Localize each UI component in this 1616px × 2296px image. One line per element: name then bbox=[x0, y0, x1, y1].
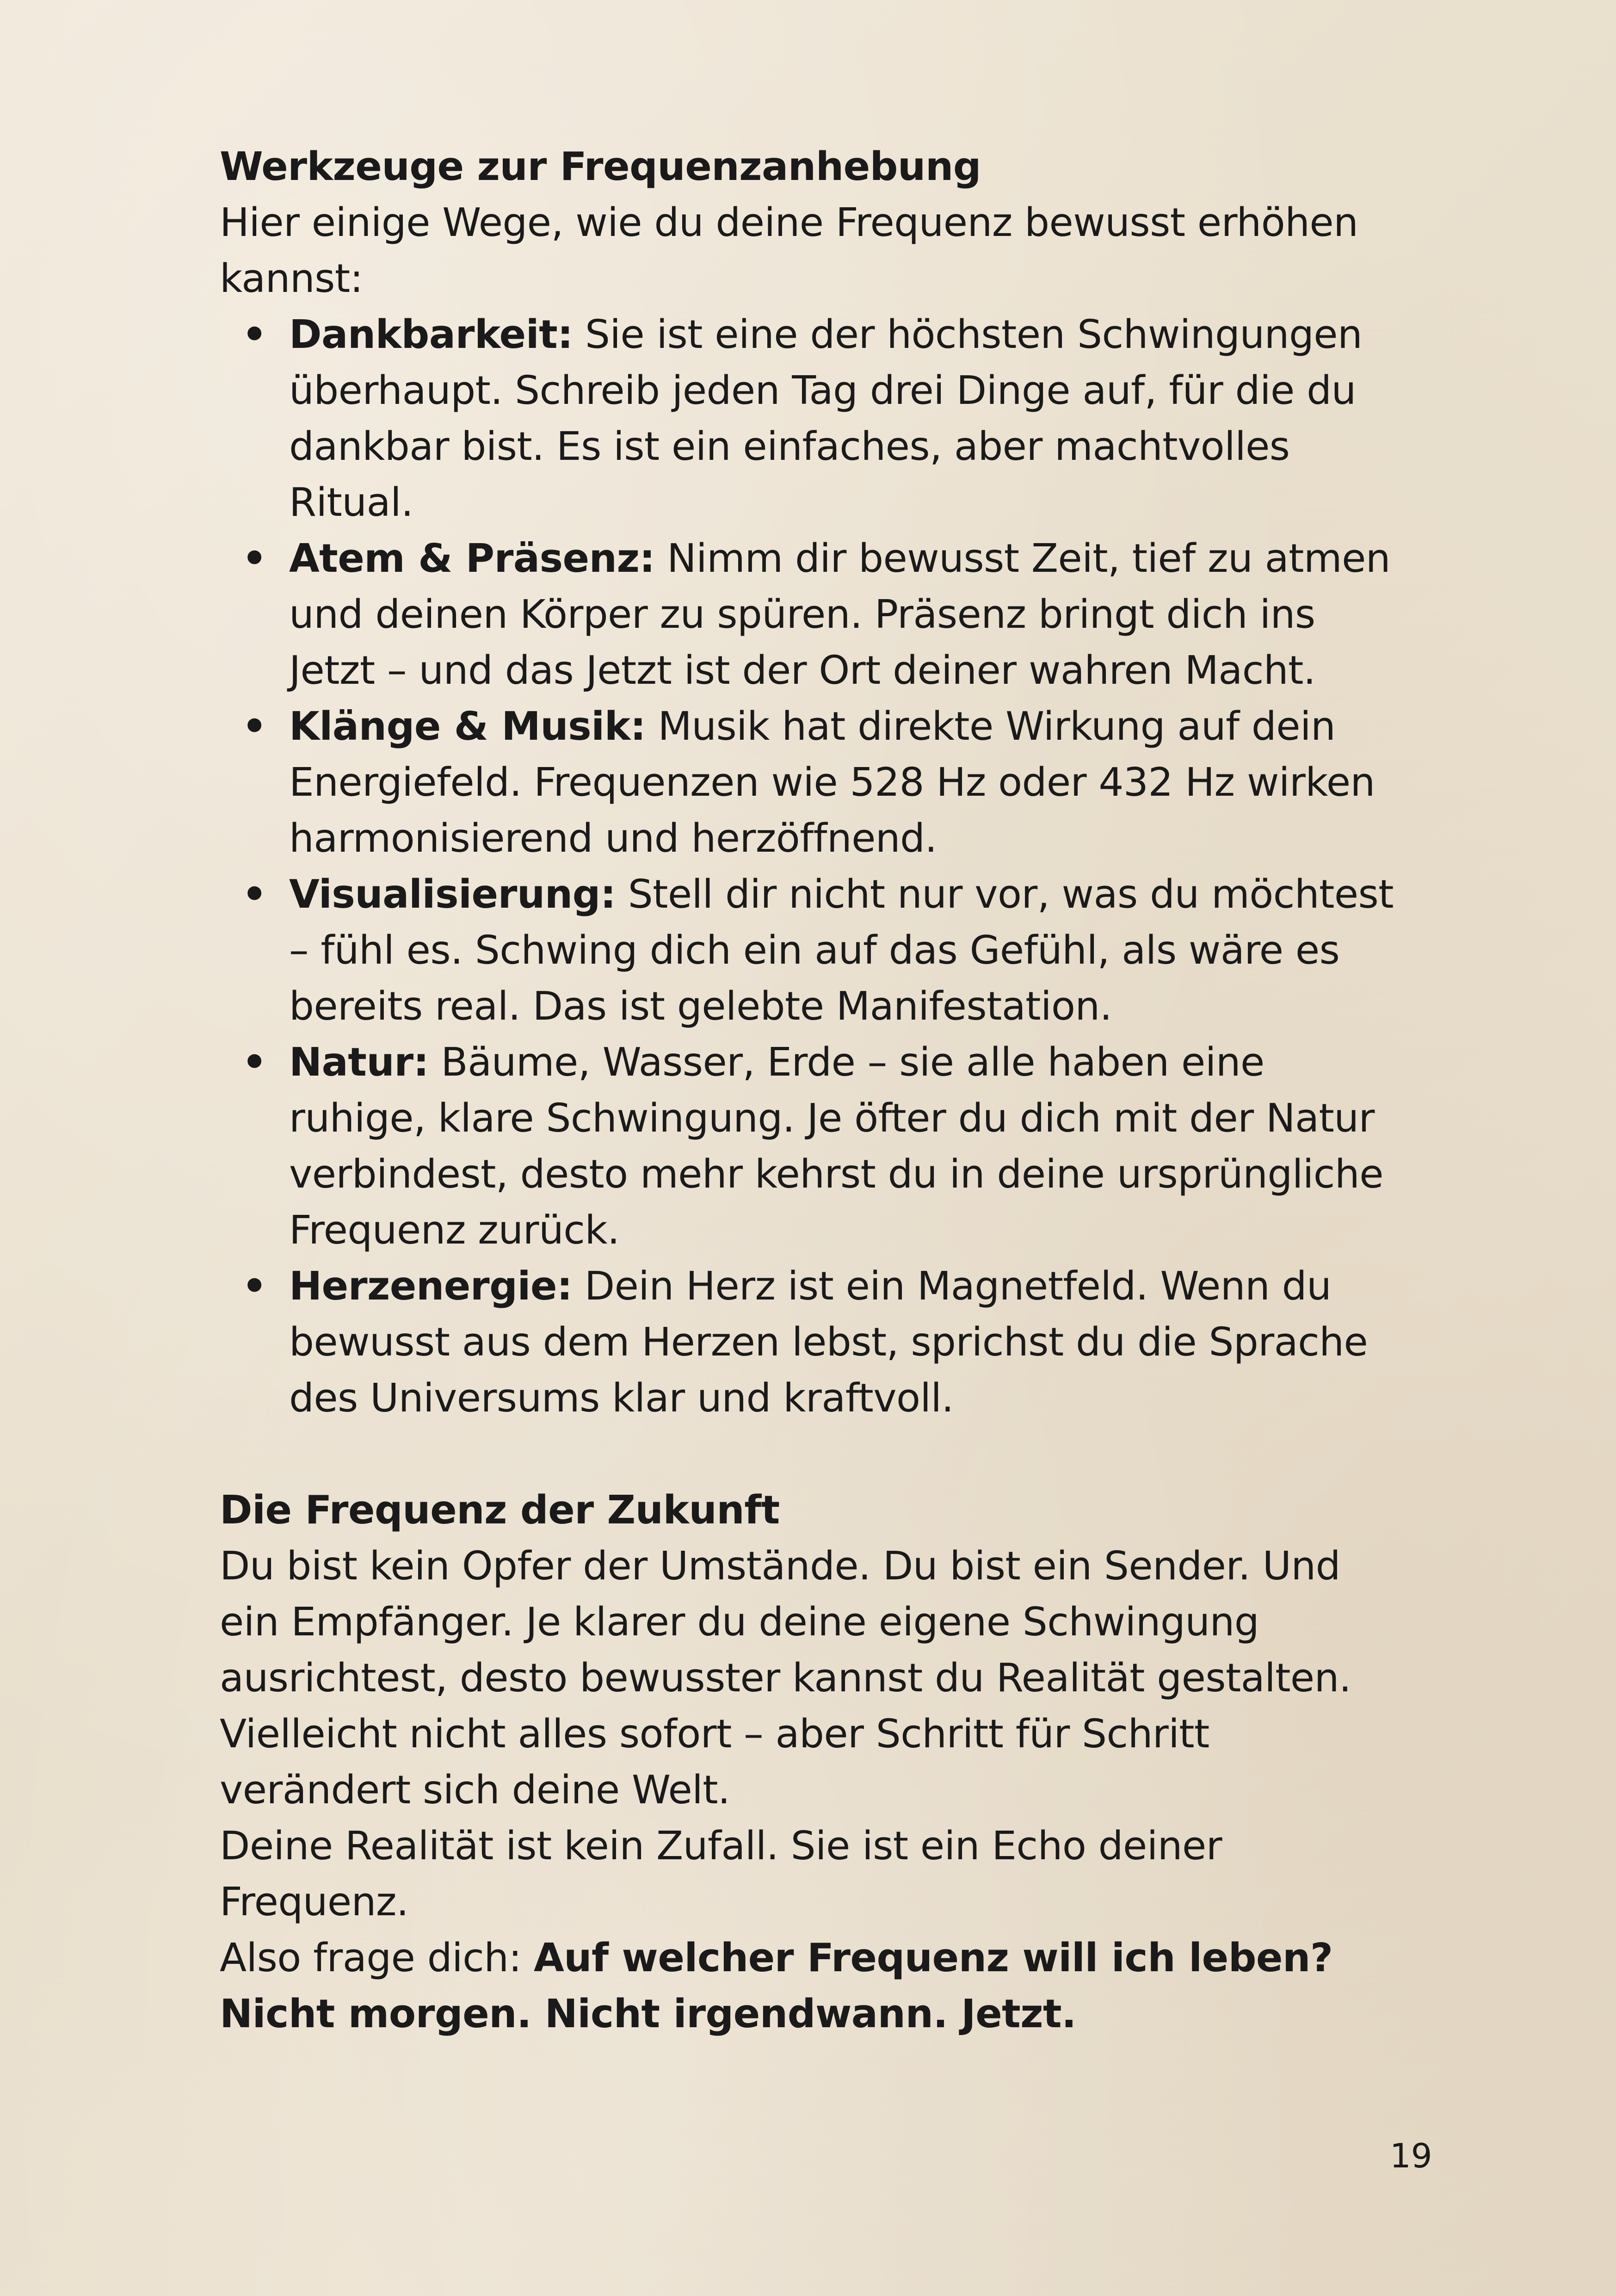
page-content bbox=[220, 139, 1404, 2042]
section-heading-future-frequency: Die Frequenz der Zukunft bbox=[220, 1487, 780, 1533]
section-heading-frequency-tools: Werkzeuge zur Frequenzanhebung bbox=[220, 144, 981, 190]
list-item bbox=[220, 699, 1404, 866]
list-item-term: Atem & Präsenz: bbox=[289, 536, 655, 582]
bullet-icon: • bbox=[242, 872, 267, 917]
list-item-text: Dein Herz ist ein Magnetfeld. Wenn du bewusst aus dem Herzen lebst, sprichst du die Sprache des Universums klar und kraftvoll. bbox=[289, 1263, 1368, 1421]
list-item bbox=[220, 1034, 1404, 1258]
list-item-text: Nimm dir bewusst Zeit, tief zu atmen und deinen Körper zu spüren. Präsenz bringt dich ins Jetzt – und das Jetzt ist der Ort deiner wahren Macht. bbox=[289, 536, 1391, 693]
section-spacer bbox=[220, 1426, 1404, 1482]
bullet-icon: • bbox=[242, 704, 267, 749]
list-item-term: Natur: bbox=[289, 1040, 429, 1085]
question-prefix: Also frage dich: bbox=[220, 1935, 534, 1981]
list-item-term: Klänge & Musik: bbox=[289, 704, 646, 749]
list-item-text: Musik hat direkte Wirkung auf dein Energiefeld. Frequenzen wie 528 Hz oder 432 Hz wirken harmonisierend und herzöffnend. bbox=[289, 704, 1375, 861]
intro-paragraph: Hier einige Wege, wie du deine Frequenz bewusst erhöhen kannst: bbox=[220, 200, 1358, 302]
page-number: 19 bbox=[1390, 2136, 1432, 2175]
list-item bbox=[220, 866, 1404, 1034]
bullet-icon: • bbox=[242, 536, 267, 582]
list-item-text: Sie ist eine der höchsten Schwingungen überhaupt. Schreib jeden Tag drei Dinge auf, für die du dankbar bist. Es ist ein einfaches, aber machtvolles Ritual. bbox=[289, 312, 1363, 526]
list-item bbox=[220, 307, 1404, 531]
closing-line: Nicht morgen. Nicht irgendwann. Jetzt. bbox=[220, 1991, 1076, 2037]
question-paragraph bbox=[220, 1930, 1404, 1986]
bullet-icon: • bbox=[242, 1263, 267, 1309]
list-item-text: Bäume, Wasser, Erde – sie alle haben eine ruhige, klare Schwingung. Je öfter du dich mit der Natur verbindest, desto mehr kehrst du in deine ursprüngliche Frequenz zurück. bbox=[289, 1040, 1383, 1253]
list-item-term: Dankbarkeit: bbox=[289, 312, 573, 358]
list-item-term: Visualisierung: bbox=[289, 872, 616, 917]
body-paragraph: Du bist kein Opfer der Umstände. Du bist ein Sender. Und ein Empfänger. Je klarer du deine eigene Schwingung ausrichtest, desto bewusster kannst du Realität gestalten. Vielleicht nicht alles sofort – aber Schritt für Schritt verändert sich deine Welt. bbox=[220, 1543, 1351, 1813]
bullet-icon: • bbox=[242, 312, 267, 358]
question-text: Auf welcher Frequenz will ich leben? bbox=[533, 1935, 1333, 1981]
tools-list bbox=[220, 307, 1404, 1426]
list-item-term: Herzenergie: bbox=[289, 1263, 573, 1309]
body-paragraph: Deine Realität ist kein Zufall. Sie ist ein Echo deiner Frequenz. bbox=[220, 1823, 1222, 1925]
list-item bbox=[220, 531, 1404, 699]
list-item bbox=[220, 1258, 1404, 1426]
bullet-icon: • bbox=[242, 1040, 267, 1085]
list-item-text: Stell dir nicht nur vor, was du möchtest – fühl es. Schwing dich ein auf das Gefühl, als wäre es bereits real. Das ist gelebte Manifestation. bbox=[289, 872, 1394, 1029]
